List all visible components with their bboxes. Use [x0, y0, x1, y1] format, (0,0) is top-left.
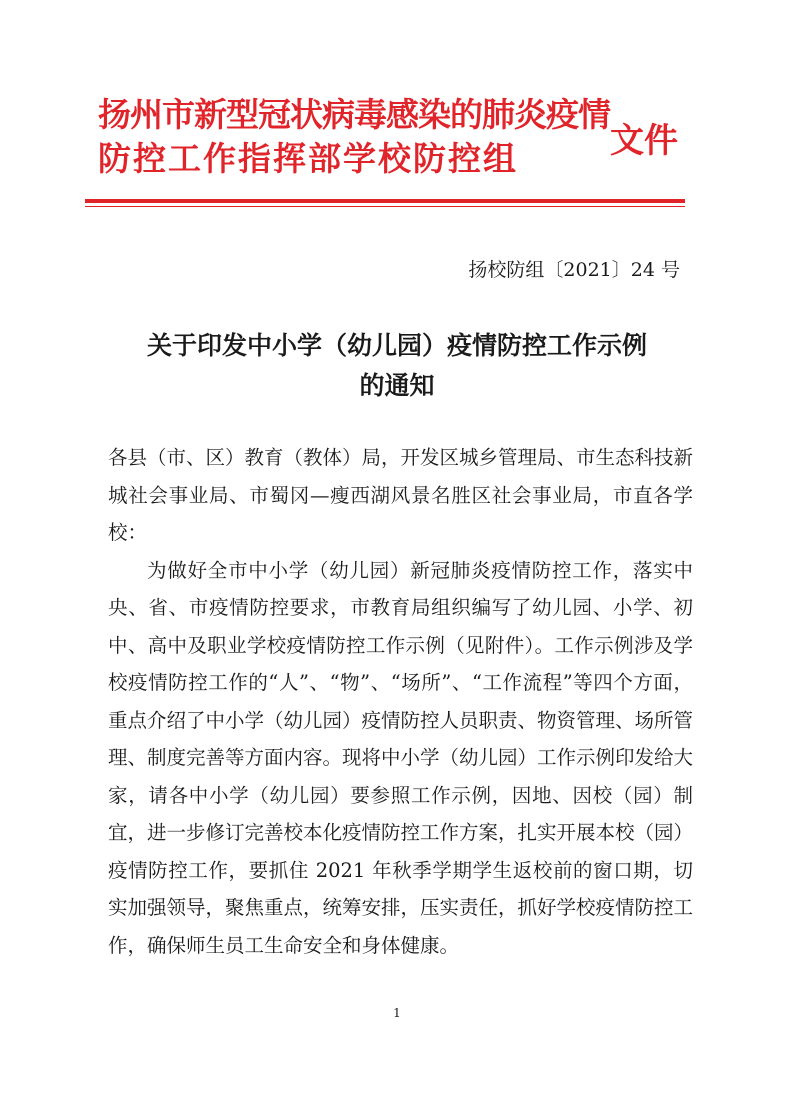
red-header-rule-thin — [85, 206, 685, 207]
salutation: 各县（市、区）教育（教体）局，开发区城乡管理局、市生态科技新城社会事业局、市蜀冈—瘦西湖风景名胜区社会事业局，市直各学校： — [108, 446, 694, 544]
document-body — [108, 439, 693, 964]
body-paragraph: 为做好全市中小学（幼儿园）新冠肺炎疫情防控工作，落实中央、省、市疫情防控要求，市教育局组织编写了幼儿园、小学、初中、高中及职业学校疫情防控工作示例（见附件）。工作示例涉及学校疫情防控工作的“人”、“物”、“场所”、“工作流程”等四个方面，重点介绍了中小学（幼儿园）疫情防控人员职责、物资管理、场所管理、制度完善等方面内容。现将中小学（幼儿园）工作示例印发给大家，请各中小学（幼儿园）要参照工作示例，因地、因校（园）制宜，进一步修订完善校本化疫情防控工作方案，扎实开展本校（园）疫情防控工作，要抓住 2021 年秋季学期学生返校前的窗口期，切实加强领导，聚焦重点，统筹安排，压实责任，抓好学校疫情防控工作，确保师生员工生命安全和身体健康。 — [108, 558, 694, 957]
document-number: 扬校防组〔2021〕24 号 — [468, 259, 680, 281]
document-type-label: 文件 — [610, 121, 678, 161]
title-line-2: 的通知 — [359, 371, 435, 400]
issuing-organization — [98, 93, 618, 181]
document-title — [80, 326, 714, 406]
title-line-1: 关于印发中小学（幼儿园）疫情防控工作示例 — [146, 331, 647, 360]
organization-line-1: 扬州市新型冠状病毒感染的肺炎疫情 — [98, 95, 610, 134]
red-header-rule — [85, 199, 685, 203]
organization-line-2: 防控工作指挥部学校防控组 — [98, 139, 518, 178]
page-number: 1 — [393, 1006, 401, 1020]
